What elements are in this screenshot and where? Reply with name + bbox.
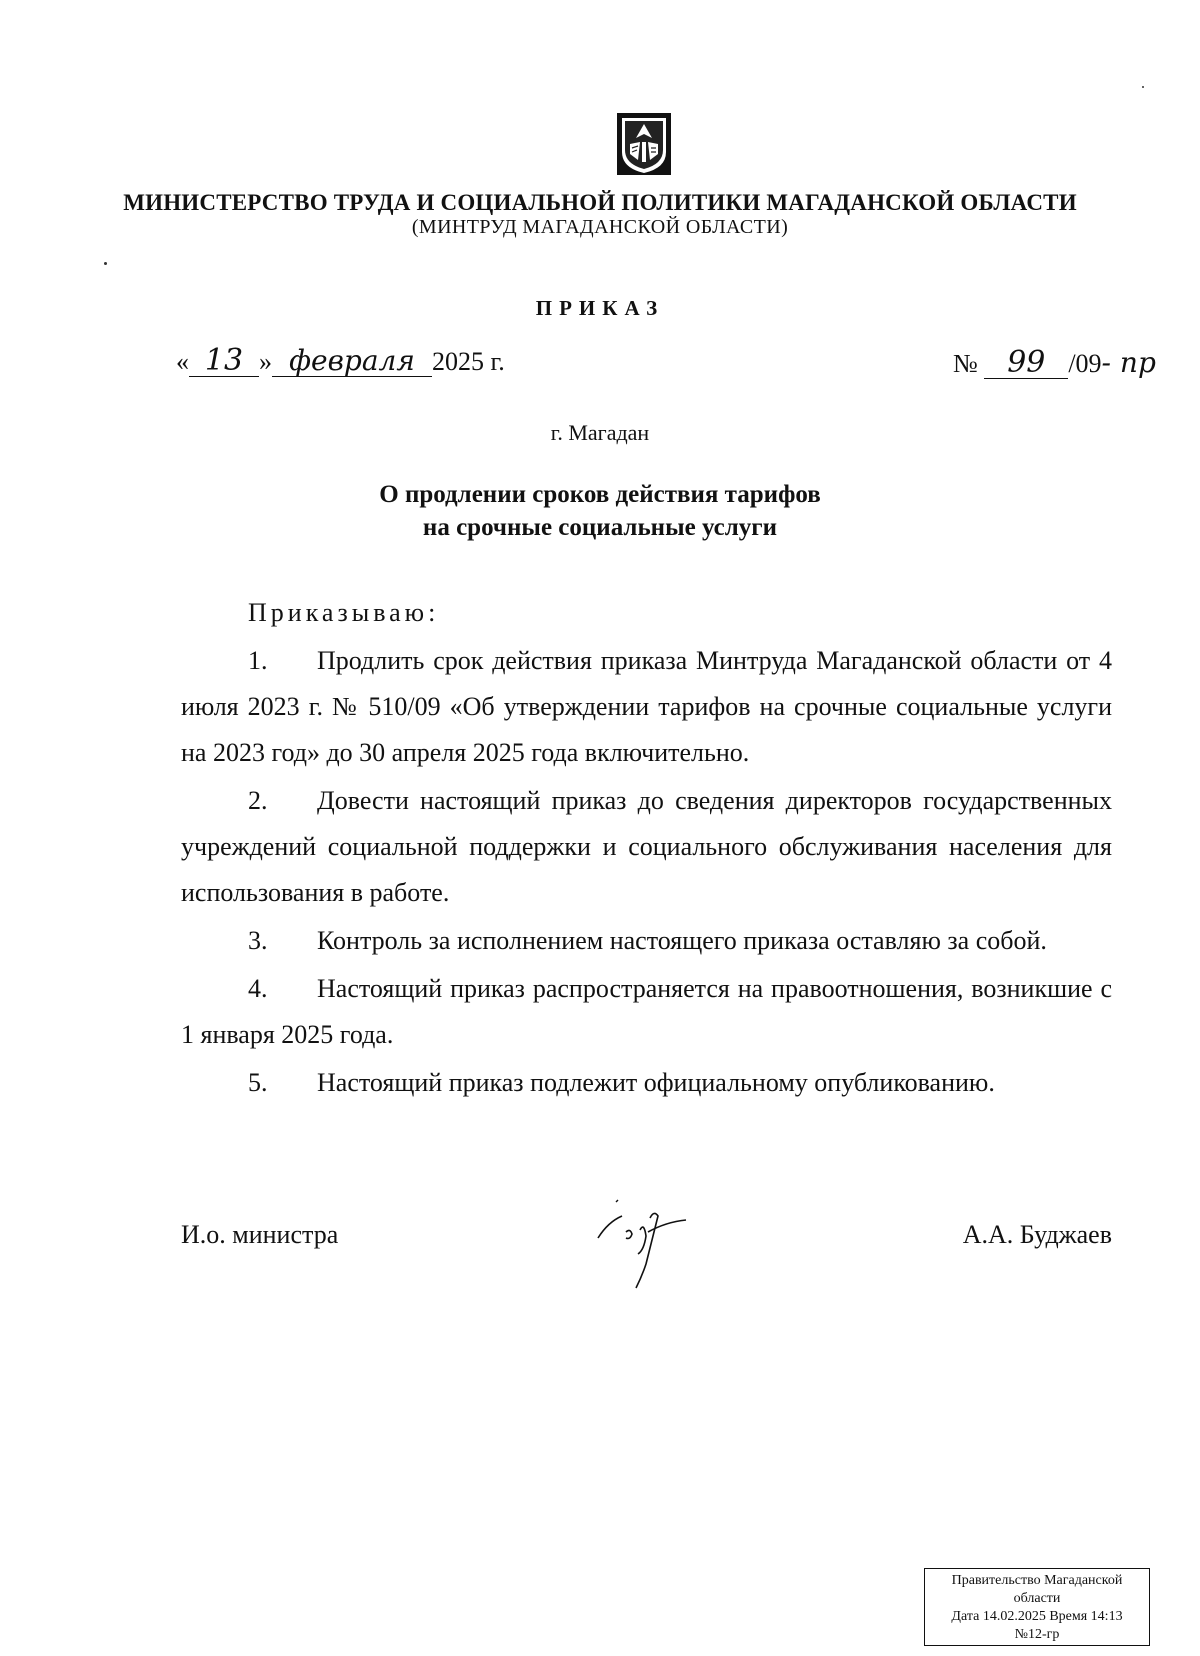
subject-line-1: О продлении сроков действия тарифов <box>379 481 821 508</box>
order-item <box>181 966 1112 1058</box>
item-number: 1. <box>248 646 268 675</box>
signatory-name: А.А. Буджаев <box>962 1220 1112 1249</box>
item-number: 5. <box>248 1068 268 1097</box>
order-item <box>181 1060 1112 1106</box>
ministry-short-name: (МИНТРУД МАГАДАНСКОЙ ОБЛАСТИ) <box>411 216 789 238</box>
order-item <box>181 918 1112 964</box>
stamp-line-2: области <box>1013 1591 1061 1606</box>
item-number: 4. <box>248 974 268 1003</box>
item-number: 3. <box>248 926 268 955</box>
order-subject <box>0 478 1200 544</box>
subject-line-2: на срочные социальные услуги <box>422 514 778 541</box>
number-value-handwritten: 99 <box>984 348 1068 379</box>
date-year: 2025 г. <box>432 347 505 376</box>
signatory-role: И.о. министра <box>181 1220 339 1249</box>
scan-speck <box>104 262 107 265</box>
order-intro: Приказываю: <box>248 598 440 627</box>
order-item <box>181 638 1112 776</box>
stamp-line-3: Дата 14.02.2025 Время 14:13 <box>951 1609 1123 1624</box>
stamp-line-4: №12-гр <box>1014 1627 1060 1642</box>
order-number <box>953 346 1156 379</box>
scan-speck <box>1142 86 1144 88</box>
item-text: Настоящий приказ распространяется на правоотношения, возникшие с 1 января 2025 года. <box>181 974 1112 1049</box>
item-text: Продлить срок действия приказа Минтруда Магаданской области от 4 июля 2023 г. № 510/09 «Об утверждении тарифов на срочные социальные услуги на 2023 год» до 30 апреля 2025 года включительно. <box>181 646 1112 767</box>
item-number: 2. <box>248 786 268 815</box>
registration-stamp <box>924 1568 1150 1646</box>
item-text: Контроль за исполнением настоящего приказа оставляю за собой. <box>317 926 1047 955</box>
date-close-quote: » <box>259 347 272 376</box>
number-prefix: № <box>953 349 978 378</box>
date-open-quote: « <box>176 347 189 376</box>
city: г. Магадан <box>550 420 650 445</box>
number-suffix: /09 <box>1068 349 1102 378</box>
date-day-handwritten: 13 <box>189 346 259 377</box>
handwritten-signature <box>586 1192 696 1302</box>
item-text: Довести настоящий приказ до сведения директоров государственных учреждений социальной поддержки и социального обслуживания населения для использования в работе. <box>181 786 1112 907</box>
order-date <box>176 343 505 378</box>
order-item <box>181 778 1112 916</box>
item-text: Настоящий приказ подлежит официальному опубликованию. <box>317 1068 995 1097</box>
stamp-line-1: Правительство Магаданской <box>951 1573 1123 1588</box>
document-type-title: ПРИКАЗ <box>535 296 665 320</box>
order-body <box>181 590 1112 1106</box>
ministry-title: МИНИСТЕРСТВО ТРУДА И СОЦИАЛЬНОЙ ПОЛИТИКИ МАГАДАНСКОЙ ОБЛАСТИ <box>123 190 1077 215</box>
number-suffix-handwritten: - пр <box>1101 346 1156 379</box>
date-month-handwritten: февраля <box>272 346 432 377</box>
magadan-coat-of-arms-icon <box>616 112 672 176</box>
